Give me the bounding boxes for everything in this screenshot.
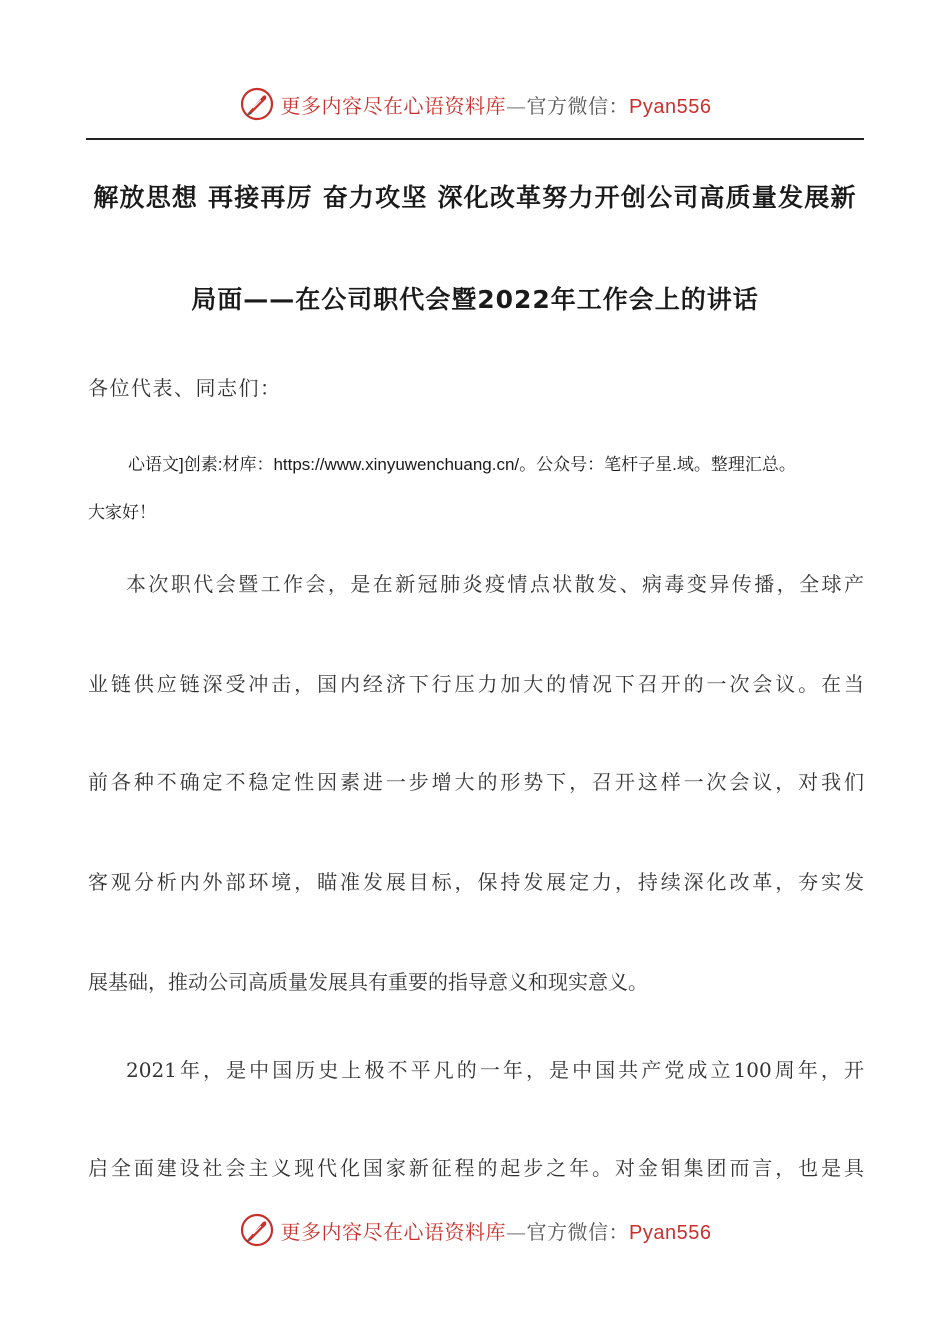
banner-dash: — (506, 1219, 527, 1244)
footer-banner (0, 1208, 950, 1252)
paragraph-1-line-5: 展基础，推动公司高质量发展具有重要的指导意义和现实意义。 (88, 970, 648, 994)
banner-wechat-label: 官方微信： (526, 93, 630, 118)
document-title-line-1: 解放思想 再接再厉 奋力攻坚 深化改革努力开创公司高质量发展新 (93, 183, 857, 212)
banner-dash: — (506, 93, 527, 118)
banner-main-text: 更多内容尽在心语资料库 (280, 93, 507, 118)
banner-wechat-id: Pyan556 (629, 95, 712, 118)
paragraph-1-line-3: 前各种不确定不稳定性因素进一步增大的形势下，召开这样一次会议，对我们 (88, 770, 864, 794)
header-divider (86, 138, 864, 140)
paragraph-1-line-1: 本次职代会暨工作会，是在新冠肺炎疫情点状散发、病毒变异传播，全球产 (126, 572, 864, 596)
banner-text (281, 1216, 712, 1245)
document-title-line-2: 局面——在公司职代会暨2022年工作会上的讲话 (191, 285, 759, 314)
banner-wechat-id: Pyan556 (629, 1221, 712, 1244)
source-note: 心语文]创素:材库：https://www.xinyuwenchuang.cn/。公众号：笔杆子星.域。整理汇总。 (128, 455, 796, 474)
banner-text (281, 90, 712, 119)
paragraph-1-line-4: 客观分析内外部环境，瞄准发展目标，保持发展定力，持续深化改革，夯实发 (88, 870, 864, 894)
quill-pen-logo-icon (239, 1212, 275, 1248)
paragraph-1-line-2: 业链供应链深受冲击，国内经济下行压力加大的情况下召开的一次会议。在当 (88, 672, 864, 696)
header-banner (0, 82, 950, 126)
greeting: 大家好！ (88, 503, 156, 522)
quill-pen-logo-icon (239, 86, 275, 122)
banner-wechat-label: 官方微信： (526, 1219, 630, 1244)
salutation: 各位代表、同志们： (88, 376, 282, 400)
paragraph-2-line-2: 启全面建设社会主义现代化国家新征程的起步之年。对金钼集团而言，也是具 (88, 1156, 864, 1180)
banner-main-text: 更多内容尽在心语资料库 (280, 1219, 507, 1244)
paragraph-2-line-1: 2021年，是中国历史上极不平凡的一年，是中国共产党成立100周年，开 (126, 1058, 864, 1082)
